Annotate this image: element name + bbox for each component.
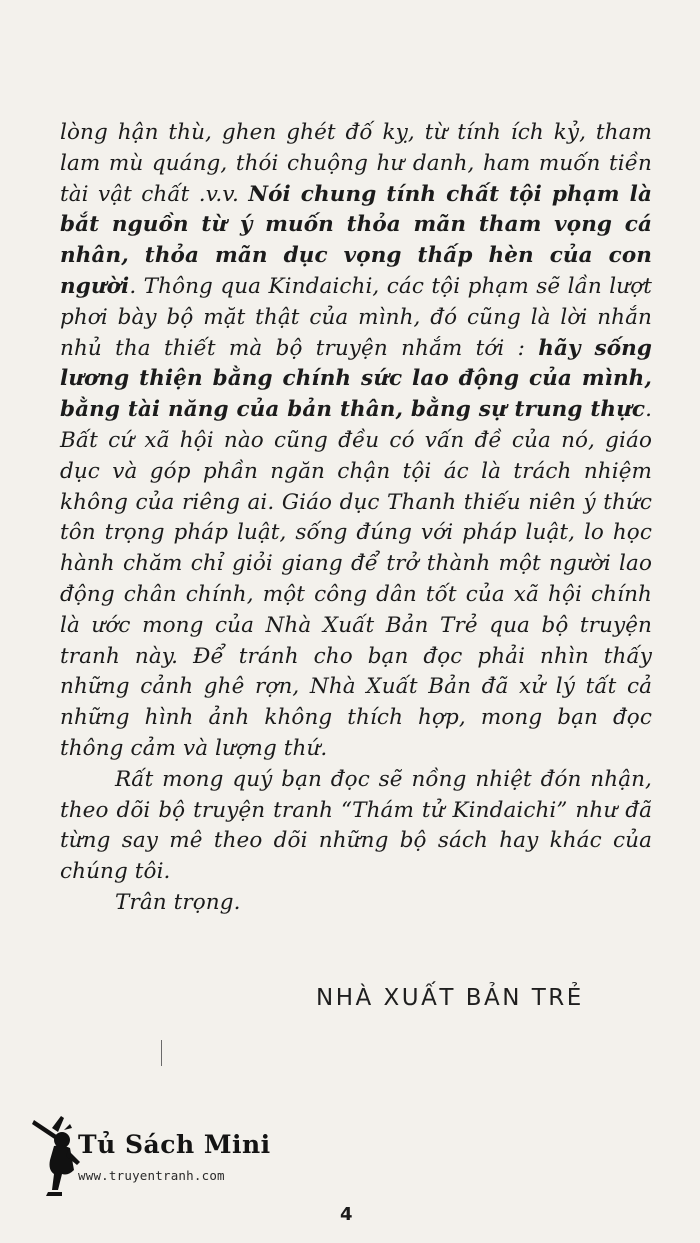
publisher-signature: NHÀ XUẤT BẢN TRẺ <box>316 985 584 1011</box>
publisher-logo <box>28 1110 278 1200</box>
closing-line: Trân trọng. <box>115 889 241 915</box>
bold-statement-crime: Nói chung tính chất tội phạm là bắt nguồn từ ý muốn thỏa mãn tham vọng cá nhân, thỏa mãn dục vọng thấp hèn của con người <box>60 181 652 299</box>
paragraph-invitation: Rất mong quý bạn đọc sẽ nồng nhiệt đón nhận, theo dõi bộ truyện tranh “Thám tử Kindaichi” như đã từng say mê theo dõi những bộ sách hay khác của chúng tôi. <box>60 766 652 885</box>
bold-statement-message: hãy sống lương thiện bằng chính sức lao động của mình, bằng tài năng của bản thân, bằng sự trung thực <box>60 335 652 423</box>
scan-mark <box>161 1040 162 1066</box>
page-number: 4 <box>340 1204 353 1225</box>
paragraph-intro: lòng hận thù, ghen ghét đố kỵ, từ tính ích kỷ, tham lam mù quáng, thói chuộng hư danh, ham muốn tiền tài vật chất .v.v. <box>60 120 652 207</box>
paragraph-main <box>60 118 652 765</box>
logo-url: www.truyentranh.com <box>78 1168 225 1183</box>
paragraph-middle: . Thông qua Kindaichi, các tội phạm sẽ lần lượt phơi bày bộ mặt thật của mình, đó cũng là lời nhắn nhủ tha thiết mà bộ truyện nhắm tới : <box>60 273 652 361</box>
paragraph-outro: . Bất cứ xã hội nào cũng đều có vấn đề của nó, giáo dục và góp phần ngăn chận tội ác là trách nhiệm không của riêng ai. Giáo dục Thanh thiếu niên ý thức tôn trọng pháp luật, sống đúng với pháp luật, lo học hành chăm chỉ giỏi giang để trở thành một người lao động chân chính, một công dân tốt của xã hội chính là ước mong của Nhà Xuất Bản Trẻ qua bộ truyện tranh này. Để tránh cho bạn đọc phải nhìn thấy những cảnh ghê rợn, Nhà Xuất Bản đã xử lý tất cả những hình ảnh không thích hợp, mong bạn đọc thông cảm và lượng thứ. <box>60 397 652 761</box>
body-text <box>60 118 652 919</box>
logo-title: Tủ Sách Mini <box>78 1130 271 1159</box>
